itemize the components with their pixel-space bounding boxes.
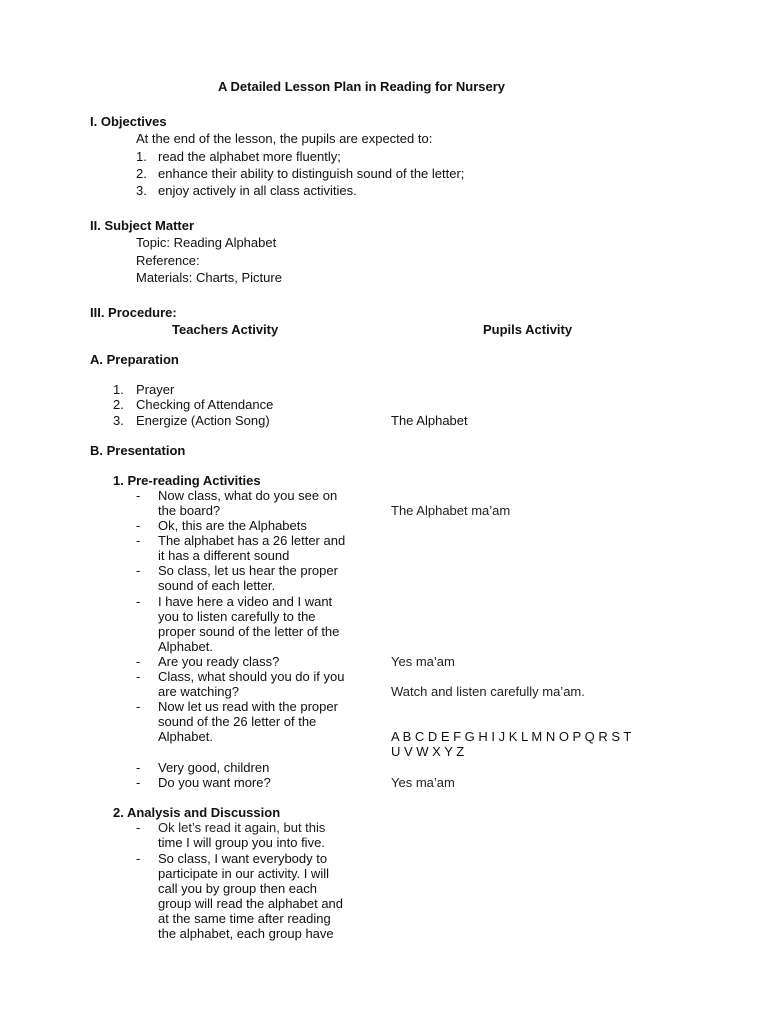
preparation-item: Checking of Attendance [136, 397, 274, 412]
objectives-heading: I. Objectives [90, 114, 167, 129]
preparation-heading: A. Preparation [90, 352, 179, 367]
pupil-response: Yes ma’am [391, 775, 455, 790]
teacher-line: Class, what should you do if you [158, 669, 345, 684]
presentation-heading: B. Presentation [90, 443, 186, 458]
bullet-dash: - [136, 775, 141, 790]
bullet-dash: - [136, 820, 141, 835]
teacher-line: proper sound of the letter of the [158, 624, 340, 639]
bullet-dash: - [136, 699, 141, 714]
objective-item: read the alphabet more fluently; [158, 149, 341, 164]
objective-number: 2. [136, 166, 147, 181]
bullet-dash: - [136, 654, 141, 669]
teachers-activity-header: Teachers Activity [172, 322, 279, 337]
preparation-item: Energize (Action Song) [136, 413, 270, 428]
teacher-line: participate in our activity. I will [158, 866, 329, 881]
topic-line: Topic: Reading Alphabet [136, 235, 277, 250]
teacher-line: are watching? [158, 684, 239, 699]
teacher-line: you to listen carefully to the [158, 609, 316, 624]
teacher-line: Now class, what do you see on [158, 488, 338, 503]
preparation-number: 1. [113, 382, 124, 397]
teacher-line: Are you ready class? [158, 654, 280, 669]
pre-reading-heading: 1. Pre-reading Activities [113, 473, 261, 488]
teacher-line: sound of each letter. [158, 578, 276, 593]
teacher-line: group will read the alphabet and [158, 896, 344, 911]
document-title: A Detailed Lesson Plan in Reading for Nursery [218, 79, 506, 94]
bullet-dash: - [136, 851, 141, 866]
teacher-line: Now let us read with the proper [158, 699, 338, 714]
teacher-line: The alphabet has a 26 letter and [158, 533, 346, 548]
teacher-line: So class, I want everybody to [158, 851, 328, 866]
teacher-line: call you by group then each [158, 881, 317, 896]
teacher-line: at the same time after reading [158, 911, 331, 926]
teacher-line: Alphabet. [158, 639, 213, 654]
objective-item: enhance their ability to distinguish sound of the letter; [158, 166, 465, 181]
bullet-dash: - [136, 533, 141, 548]
teacher-line: Ok let’s read it again, but this [158, 820, 326, 835]
analysis-heading: 2. Analysis and Discussion [113, 805, 281, 820]
objective-number: 3. [136, 183, 147, 198]
bullet-dash: - [136, 518, 141, 533]
objective-number: 1. [136, 149, 147, 164]
teacher-line: the board? [158, 503, 221, 518]
preparation-item: Prayer [136, 382, 175, 397]
pupil-response: The Alphabet ma’am [391, 503, 511, 518]
materials-line: Materials: Charts, Picture [136, 270, 282, 285]
bullet-dash: - [136, 563, 141, 578]
teacher-line: I have here a video and I want [158, 594, 333, 609]
objectives-intro: At the end of the lesson, the pupils are expected to: [136, 131, 433, 146]
bullet-dash: - [136, 594, 141, 609]
teacher-line: Do you want more? [158, 775, 271, 790]
pupil-response: Yes ma’am [391, 654, 455, 669]
bullet-dash: - [136, 488, 141, 503]
bullet-dash: - [136, 760, 141, 775]
pupil-response: Watch and listen carefully ma’am. [391, 684, 585, 699]
preparation-number: 2. [113, 397, 124, 412]
teacher-line: Ok, this are the Alphabets [158, 518, 307, 533]
teacher-line: Alphabet. [158, 729, 213, 744]
preparation-number: 3. [113, 413, 124, 428]
objective-item: enjoy actively in all class activities. [158, 183, 357, 198]
teacher-line: time I will group you into five. [158, 835, 325, 850]
bullet-dash: - [136, 669, 141, 684]
reference-line: Reference: [136, 253, 200, 268]
teacher-line: the alphabet, each group have [158, 926, 334, 941]
teacher-line: Very good, children [158, 760, 270, 775]
teacher-line: So class, let us hear the proper [158, 563, 338, 578]
alphabet-response: A B C D E F G H I J K L M N O P Q R S T [391, 729, 632, 744]
subject-matter-heading: II. Subject Matter [90, 218, 195, 233]
pupil-response: The Alphabet [391, 413, 468, 428]
alphabet-response: U V W X Y Z [391, 744, 465, 759]
pupils-activity-header: Pupils Activity [483, 322, 573, 337]
teacher-line: sound of the 26 letter of the [158, 714, 317, 729]
teacher-line: it has a different sound [158, 548, 290, 563]
procedure-heading: III. Procedure: [90, 305, 177, 320]
